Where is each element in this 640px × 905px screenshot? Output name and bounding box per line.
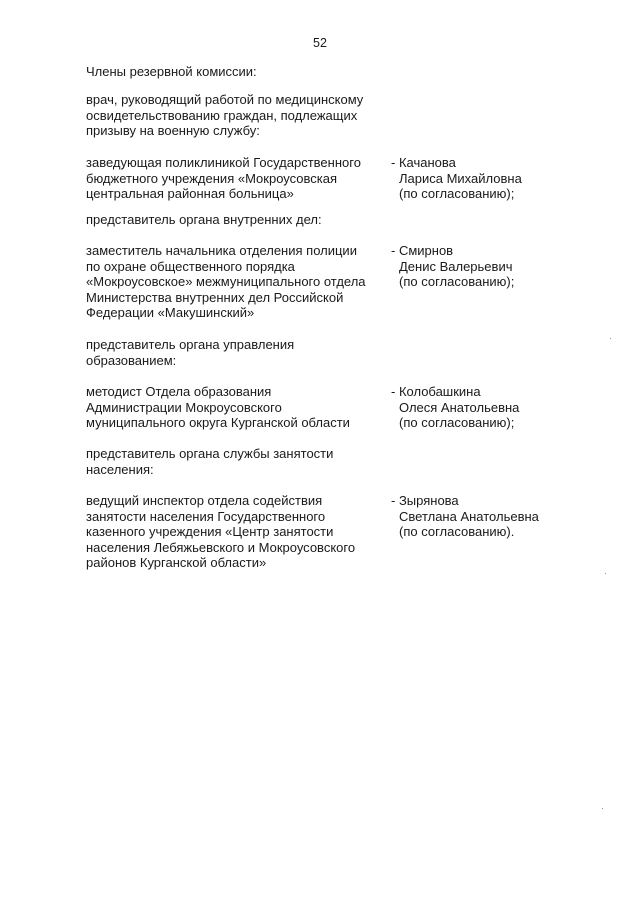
person-surname: - Колобашкина	[391, 384, 481, 399]
person-text	[391, 493, 611, 540]
page-number: 52	[313, 36, 327, 50]
text-line: призыву на военную службу:	[86, 123, 260, 138]
person-text	[391, 384, 611, 431]
person-name: Лариса Михайловна	[399, 170, 522, 186]
text-line: районов Курганской области»	[86, 555, 267, 570]
text-line: представитель органа внутренних дел:	[86, 212, 322, 227]
text-line: Министерства внутренних дел Российской	[86, 289, 344, 305]
text-line: Федерации «Макушинский»	[86, 305, 255, 320]
person-note: (по согласованию);	[399, 186, 515, 201]
text-line: населения Лебяжьевского и Мокроусовского	[86, 539, 356, 555]
text-line: образованием:	[86, 352, 177, 368]
text-line: представитель органа службы занятости	[86, 446, 334, 461]
text-line: представитель органа управления	[86, 337, 295, 352]
person-text	[391, 243, 611, 290]
category-text	[86, 212, 386, 228]
text-line: заведующая поликлиникой Государственного	[86, 155, 361, 170]
position-text	[86, 384, 386, 431]
text-line: центральная районная больница»	[86, 186, 294, 201]
text-line: по охране общественного порядка	[86, 258, 295, 274]
text-line: бюджетного учреждения «Мокроусовская	[86, 170, 338, 186]
text-line: заместитель начальника отделения полиции	[86, 243, 357, 258]
category-text	[86, 446, 386, 477]
category-text	[86, 92, 386, 139]
person-note: (по согласованию);	[399, 274, 515, 289]
scan-speck	[610, 338, 611, 339]
person-surname: - Зырянова	[391, 493, 459, 508]
text-line: ведущий инспектор отдела содействия	[86, 493, 323, 508]
section-heading: Члены резервной комиссии:	[86, 64, 257, 79]
person-name: Светлана Анатольевна	[399, 508, 539, 524]
person-surname: - Качанова	[391, 155, 456, 170]
position-text	[86, 155, 386, 202]
text-line: казенного учреждения «Центр занятости	[86, 524, 334, 539]
person-note: (по согласованию).	[399, 524, 515, 539]
position-text	[86, 493, 386, 571]
text-line: врач, руководящий работой по медицинскому	[86, 92, 364, 107]
position-text	[86, 243, 386, 321]
category-text	[86, 337, 386, 368]
person-surname: - Смирнов	[391, 243, 454, 258]
scan-speck	[602, 808, 603, 809]
person-name: Олеся Анатольевна	[399, 399, 520, 415]
person-note: (по согласованию);	[399, 415, 515, 430]
text-line: «Мокроусовское» межмуниципального отдела	[86, 274, 366, 289]
text-line: методист Отдела образования	[86, 384, 272, 399]
text-line: населения:	[86, 461, 154, 477]
scan-speck	[605, 573, 606, 574]
text-line: освидетельствованию граждан, подлежащих	[86, 107, 358, 123]
text-line: занятости населения Государственного	[86, 508, 326, 524]
text-line: Администрации Мокроусовского	[86, 399, 282, 415]
person-text	[391, 155, 611, 202]
person-name: Денис Валерьевич	[399, 258, 513, 274]
text-line: муниципального округа Курганской области	[86, 415, 350, 430]
